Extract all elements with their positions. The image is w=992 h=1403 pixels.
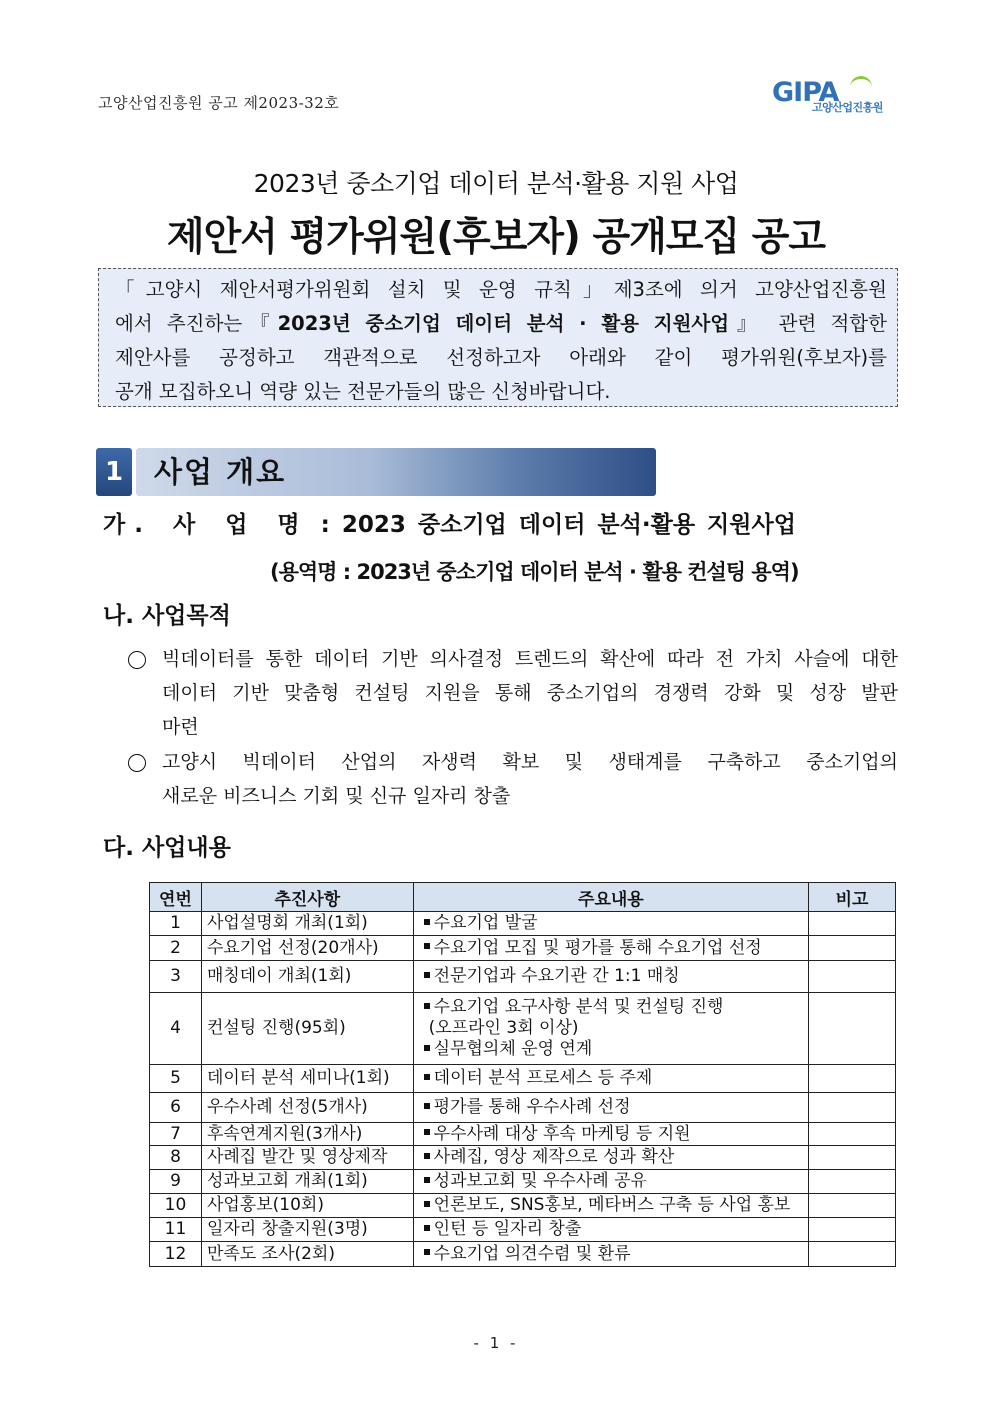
note-cell [809,1065,896,1093]
square-bullet-icon [424,919,430,925]
square-bullet-icon [424,1153,430,1159]
table-header-row [150,883,896,912]
project-name-item [103,506,796,539]
content-cell: 평가를 통해 우수사례 선정 [413,1093,808,1123]
note-cell [809,1146,896,1170]
note-cell [809,1218,896,1242]
task-cell: 후속연계지원(3개사) [201,1123,413,1146]
column-header: 주요내용 [413,883,808,912]
square-bullet-icon [424,1074,430,1080]
task-cell: 컨설팅 진행(95회) [201,993,413,1065]
purpose-bullet [128,745,898,813]
column-header: 비고 [809,883,896,912]
note-cell [809,1170,896,1194]
table-row [150,1123,896,1146]
intro-box [98,268,898,407]
project-name-emphasis: 2023년 중소기업 데이터 분석 · 활용 지원사업 [277,312,730,335]
section-header [96,448,656,496]
table-row [150,1170,896,1194]
task-cell: 우수사례 선정(5개사) [201,1093,413,1123]
table-row [150,1242,896,1267]
intro-line: 제안사를 공정하고 객관적으로 선정하고자 아래와 같이 평가위원(후보자)를 [115,346,887,369]
section-title: 사업 개요 [154,455,287,489]
text-line: 새로운 비즈니스 기회 및 신규 일자리 창출 [162,785,511,807]
task-cell: 만족도 조사(2회) [201,1242,413,1267]
content-cell: 수요기업 발굴 [413,912,808,936]
square-bullet-icon [424,1103,430,1109]
table-row [150,993,896,1065]
task-cell: 데이터 분석 세미나(1회) [201,1065,413,1093]
square-bullet-icon [424,1249,430,1255]
table-row [150,1093,896,1123]
table-row [150,1065,896,1093]
square-bullet-icon [424,1003,430,1009]
content-cell: 수요기업 의견수렴 및 환류 [413,1242,808,1267]
gipa-logo [772,78,902,116]
intro-line: 「고양시 제안서평가위원회 설치 및 운영 규칙」제3조에 의거 고양산업진흥원 [115,278,887,301]
text-line: (오프라인 3회 이상) [428,1018,579,1038]
purpose-heading: 나. 사업목적 [103,603,231,629]
table-row [150,1146,896,1170]
note-cell [809,1093,896,1123]
row-number-cell: 6 [150,1093,202,1123]
note-cell [809,1194,896,1218]
column-header: 연번 [150,883,202,912]
row-number-cell: 1 [150,912,202,936]
circle-bullet-icon [128,651,146,669]
column-header: 추진사항 [201,883,413,912]
table-row [150,936,896,961]
row-number-cell: 4 [150,993,202,1065]
square-bullet-icon [424,1177,430,1183]
section-number: 1 [96,448,132,496]
service-name: (용역명 : 2023년 중소기업 데이터 분석 · 활용 컨설팅 용역) [270,560,799,584]
task-cell: 매칭데이 개최(1회) [201,961,413,993]
content-cell: 수요기업 모집 및 평가를 통해 수요기업 선정 [413,936,808,961]
row-number-cell: 3 [150,961,202,993]
table-row [150,1218,896,1242]
row-number-cell: 9 [150,1170,202,1194]
note-cell [809,912,896,936]
square-bullet-icon [424,1045,430,1051]
content-cell: 언론보도, SNS홍보, 메타버스 구축 등 사업 홍보 [413,1194,808,1218]
square-bullet-icon [424,943,430,949]
content-cell: 수요기업 요구사항 분석 및 컨설팅 진행 (오프라인 3회 이상) 실무협의체 운영 연계 [413,993,808,1065]
content-cell: 성과보고회 및 우수사례 공유 [413,1170,808,1194]
table-row [150,912,896,936]
intro-line: 공개 모집하오니 역량 있는 전문가들의 많은 신청바랍니다. [115,380,611,403]
document-title: 제안서 평가위원(후보자) 공개모집 공고 [166,215,826,260]
content-heading: 다. 사업내용 [103,835,231,861]
text-line: 마련 [162,716,199,738]
square-bullet-icon [424,1225,430,1231]
content-cell: 전문기업과 수요기관 간 1:1 매칭 [413,961,808,993]
task-cell: 수요기업 선정(20개사) [201,936,413,961]
note-cell [809,1123,896,1146]
row-number-cell: 2 [150,936,202,961]
project-name-label: 가. 사 업 명 [103,512,309,538]
task-cell: 성과보고회 개최(1회) [201,1170,413,1194]
page-number: - 1 - [473,1334,519,1352]
intro-line: 에서 추진하는『2023년 중소기업 데이터 분석 · 활용 지원사업』 관련 적합한 [115,312,887,335]
logo-mark: GIPA [772,77,839,108]
logo-arc-icon [850,76,872,88]
note-cell [809,1242,896,1267]
content-cell: 사례집, 영상 제작으로 성과 확산 [413,1146,808,1170]
row-number-cell: 7 [150,1123,202,1146]
row-number-cell: 5 [150,1065,202,1093]
task-cell: 일자리 창출지원(3명) [201,1218,413,1242]
row-number-cell: 10 [150,1194,202,1218]
document-subtitle: 2023년 중소기업 데이터 분석·활용 지원 사업 [253,169,739,198]
purpose-bullet [128,642,898,744]
table-row [150,1194,896,1218]
logo-subtext: 고양산업진흥원 [812,101,883,114]
content-cell: 우수사례 대상 후속 마케팅 등 지원 [413,1123,808,1146]
text-line: 데이터 기반 맞춤형 컨설팅 지원을 통해 중소기업의 경쟁력 강화 및 성장 발판 [162,682,898,704]
square-bullet-icon [424,972,430,978]
circle-bullet-icon [128,754,146,772]
text-line: 빅데이터를 통한 데이터 기반 의사결정 트렌드의 확산에 따라 전 가치 사슬에 대한 [162,648,898,670]
task-cell: 사업설명회 개최(1회) [201,912,413,936]
note-cell [809,993,896,1065]
row-number-cell: 11 [150,1218,202,1242]
row-number-cell: 12 [150,1242,202,1267]
task-cell: 사례집 발간 및 영상제작 [201,1146,413,1170]
table-row [150,961,896,993]
note-cell [809,936,896,961]
task-cell: 사업홍보(10회) [201,1194,413,1218]
content-cell: 인턴 등 일자리 창출 [413,1218,808,1242]
content-cell: 데이터 분석 프로세스 등 주제 [413,1065,808,1093]
square-bullet-icon [424,1201,430,1207]
row-number-cell: 8 [150,1146,202,1170]
project-name-value: : 2023 중소기업 데이터 분석·활용 지원사업 [320,512,796,538]
square-bullet-icon [424,1129,430,1135]
document-number: 고양산업진흥원 공고 제2023-32호 [98,94,340,112]
project-tasks-table [149,882,896,1267]
note-cell [809,961,896,993]
text-line: 고양시 빅데이터 산업의 자생력 확보 및 생태계를 구축하고 중소기업의 [162,751,898,773]
section-title-bar [136,448,656,496]
